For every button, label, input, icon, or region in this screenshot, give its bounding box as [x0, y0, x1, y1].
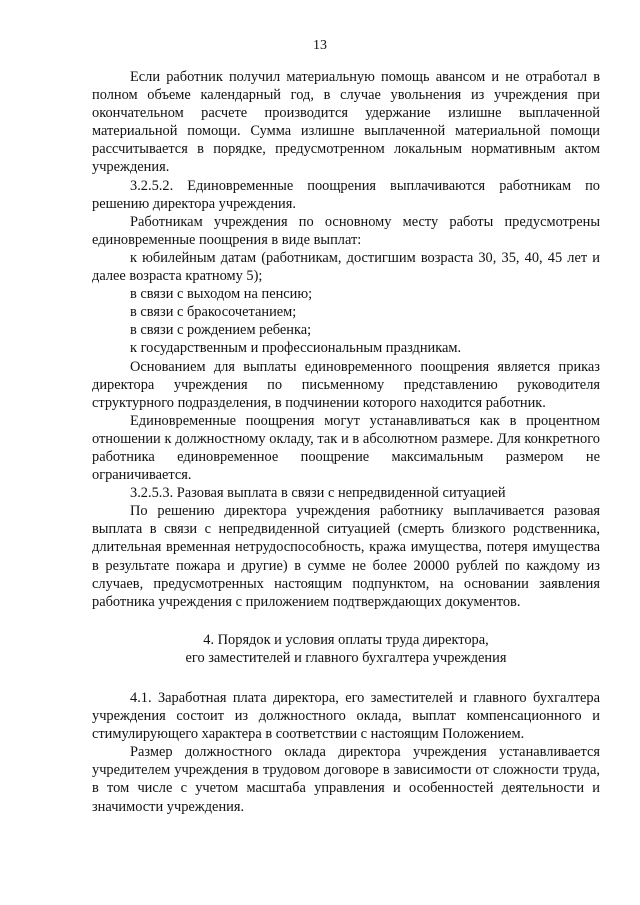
paragraph-4-1: 4.1. Заработная плата директора, его заместителей и главного бухгалтера учреждения состоит из должностного оклада, выплат компенсационного и стимулирующего характера в соответствии с настоящим Положением.	[92, 690, 600, 743]
list-item-anniversary: к юбилейным датам (работникам, достигшим возраста 30, 35, 40, 45 лет и далее возраста кратному 5);	[92, 249, 600, 285]
list-item-holidays: к государственным и профессиональным праздникам.	[130, 340, 462, 357]
document-body	[92, 68, 600, 816]
section-heading-line-1: 4. Порядок и условия оплаты труда директора,	[203, 631, 489, 648]
paragraph-director-salary: Размер должностного оклада директора учреждения устанавливается учредителем учреждения в трудовом договоре в зависимости от сложности труда, в том числе с учетом масштаба управления и особенностей деятельности и значимости учреждения.	[92, 744, 600, 815]
section-heading	[92, 631, 600, 667]
list-item-retirement: в связи с выходом на пенсию;	[130, 286, 313, 303]
list-item-marriage: в связи с бракосочетанием;	[130, 304, 297, 321]
list-item-child-birth: в связи с рождением ребенка;	[130, 322, 312, 339]
paragraph-emergency-payment: По решению директора учреждения работнику выплачивается разовая выплата в связи с непредвиденной ситуацией (смерть близкого родственника, длительная временная нетрудоспособность, кража имущества, потеря имущества в результате пожара и другие) в сумме не более 20000 рублей по каждому из случаев, предусмотренных настоящим подпунктом, на основании заявления работника учреждения с приложением подтверждающих документов.	[92, 503, 600, 610]
paragraph-3-2-5-2: 3.2.5.2. Единовременные поощрения выплачиваются работникам по решению директора учреждения.	[92, 177, 600, 212]
paragraph-3-2-5-3: 3.2.5.3. Разовая выплата в связи с непредвиденной ситуацией	[130, 485, 506, 502]
paragraph-bonus-basis: Основанием для выплаты единовременного поощрения является приказ директора учреждения по письменному представлению руководителя структурного подразделения, в подчинении которого находится работник.	[92, 358, 600, 411]
paragraph-bonus-amount: Единовременные поощрения могут устанавливаться как в процентном отношении к должностному окладу, так и в абсолютном размере. Для конкретного работника единовременное поощрение максимальным размером не ограничивается.	[92, 412, 600, 484]
page-number: 13	[313, 38, 327, 53]
paragraph-one-time-bonus-types: Работникам учреждения по основному месту работы предусмотрены единовременные поощрения в виде выплат:	[92, 213, 600, 248]
section-heading-line-2: его заместителей и главного бухгалтера учреждения	[185, 649, 507, 666]
paragraph-material-aid-retention: Если работник получил материальную помощь авансом и не отработал в полном объеме календарный год, в случае увольнения из учреждения при окончательном расчете производится удержание излишне выплаченной материальной помощи. Сумма излишне выплаченной материальной помощи рассчитывается в порядке, предусмотренном локальным нормативным актом учреждения.	[92, 69, 600, 176]
